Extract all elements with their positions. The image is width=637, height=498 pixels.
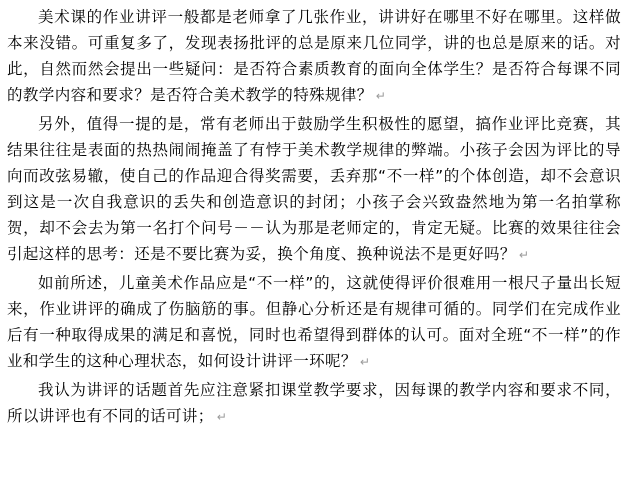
paragraph-mark-icon: ↵ <box>518 248 530 262</box>
paragraph-mark-icon: ↵ <box>216 410 228 424</box>
paragraph-2-text: 另外，值得一提的是，常有老师出于鼓励学生积极性的愿望，搞作业评比竞赛，其结果往往是表面的热热闹闹掩盖了有悖于美术教学规律的弊端。小孩子会因为评比的导向而改弦易辙，使自己的作品迎合得奖需要，丢弃那“不一样”的个体创造，却不会意识到这是一次自我意识的丢失和创造意识的封闭；小孩子会兴致盎然地为第一名拍掌称贺，却不会去为第一名打个问号－－认为那是老师定的，肯定无疑。比赛的效果往往会引起这样的思考：还是不要比赛为妥，换个角度、换种说法不是更好吗？ <box>7 115 621 263</box>
paragraph-mark-icon: ↵ <box>375 89 387 103</box>
paragraph-3 <box>7 270 621 375</box>
paragraph-1 <box>7 4 621 109</box>
paragraph-1-text: 美术课的作业讲评一般都是老师拿了几张作业，讲讲好在哪里不好在哪里。这样做本来没错。可重复多了，发现表扬批评的总是原来几位同学，讲的也总是原来的话。对此，自然而然会提出一些疑问：是否符合素质教育的面向全体学生？是否符合每课不同的教学内容和要求？是否符合美术教学的特殊规律？ <box>7 8 621 104</box>
paragraph-4-text: 我认为讲评的话题首先应注意紧扣课堂教学要求，因每课的教学内容和要求不同，所以讲评也有不同的话可讲； <box>7 381 621 425</box>
paragraph-3-text: 如前所述，儿童美术作品应是“不一样”的，这就使得评价很难用一根尺子量出长短来，作业讲评的确成了伤脑筋的事。但静心分析还是有规律可循的。同学们在完成作业后有一种取得成果的满足和喜悦，同时也希望得到群体的认可。面对全班“不一样”的作业和学生的这种心理状态，如何设计讲评一环呢？ <box>7 274 621 370</box>
paragraph-mark-icon: ↵ <box>359 355 371 369</box>
paragraph-4 <box>7 377 621 430</box>
paragraph-2 <box>7 111 621 268</box>
